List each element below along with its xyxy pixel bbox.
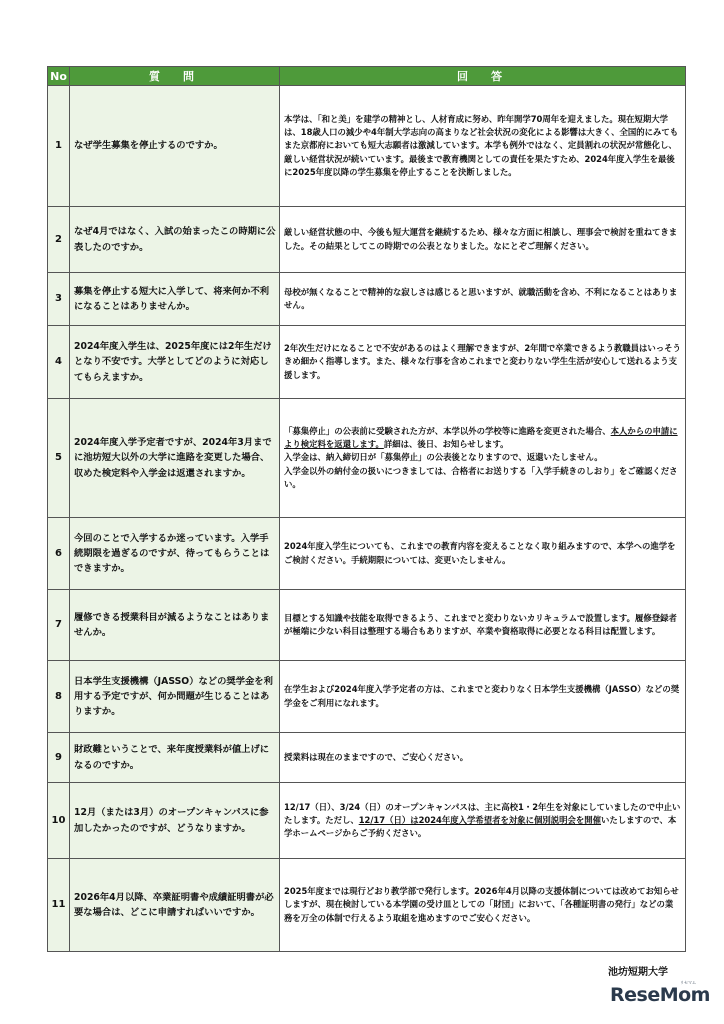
table-row <box>48 86 686 207</box>
answer-cell: 目標とする知識や技能を取得できるよう、これまでと変わりないカリキュラムで設置します。履修登録者が極端に少ない科目は整理する場合もありますが、卒業や資格取得に必要となる科目は配置します。 <box>280 590 686 661</box>
answer-underlined-text: 12/17（日）は2024年度入学希望者を対象に個別説明会を開催 <box>358 814 602 825</box>
row-number: 7 <box>48 590 70 661</box>
resemom-logo: ReseMom <box>610 984 710 1006</box>
row-number: 8 <box>48 661 70 733</box>
answer-cell: 2024年度入学生についても、これまでの教育内容を変えることなく取り組みますので、本学への進学をご検討ください。手続期限については、変更いたしません。 <box>280 518 686 590</box>
question-cell: なぜ学生募集を停止するのですか。 <box>70 86 280 207</box>
question-cell: 2024年度入学予定者ですが、2024年3月までに池坊短大以外の大学に進路を変更した場合、収めた検定料や入学金は返還されますか。 <box>70 399 280 518</box>
row-number: 3 <box>48 273 70 326</box>
table-row <box>48 326 686 399</box>
table-row <box>48 661 686 733</box>
answer-cell <box>280 399 686 518</box>
answer-cell: 2025年度までは現行どおり教学部で発行します。2026年4月以降の支援体制については改めてお知らせしますが、現在検討している本学園の受け皿としての「財団」において、「各種証明書の発行」などの業務を万全の体制で行えるよう取組を進めますのでご安心ください。 <box>280 859 686 952</box>
header-no: No <box>48 67 70 86</box>
question-cell: 財政難ということで、来年度授業料が値上げになるのですか。 <box>70 733 280 783</box>
answer-cell: 在学生および2024年度入学予定者の方は、これまでと変わりなく日本学生支援機構（JASSO）などの奨学金をご利用になれます。 <box>280 661 686 733</box>
table-row <box>48 733 686 783</box>
question-cell: なぜ4月ではなく、入試の始まったこの時期に公表したのですか。 <box>70 207 280 273</box>
row-number: 10 <box>48 783 70 859</box>
header-answer: 回 答 <box>280 67 686 86</box>
question-cell: 日本学生支援機構（JASSO）などの奨学金を利用する予定ですが、何か問題が生じることはありますか。 <box>70 661 280 733</box>
answer-text: 「募集停止」の公表前に受験された方が、本学以外の学校等に進路を変更された場合、 <box>284 426 611 437</box>
row-number: 2 <box>48 207 70 273</box>
answer-text: 12/17（日）、3/24（日）のオープンキャンパスは、主に高校1・2年生を対象にしていましたので中止いたします。ただし、 <box>284 801 681 825</box>
table-row <box>48 207 686 273</box>
table-row <box>48 783 686 859</box>
answer-cell: 厳しい経営状態の中、今後も短大運営を継続するため、様々な方面に相談し、理事会で検討を重ねてきました。その結果としてこの時期での公表となりました。なにとぞご理解ください。 <box>280 207 686 273</box>
row-number: 11 <box>48 859 70 952</box>
answer-cell: 母校が無くなることで精神的な寂しさは感じると思いますが、就職活動を含め、不利になることはありません。 <box>280 273 686 326</box>
table-row <box>48 518 686 590</box>
institution-name: 池坊短期大学 <box>608 967 668 978</box>
table-row <box>48 590 686 661</box>
row-number: 1 <box>48 86 70 207</box>
table-row <box>48 273 686 326</box>
answer-cell: 授業料は現在のままですので、ご安心ください。 <box>280 733 686 783</box>
answer-underlined-text: 本人からの申請により検定料を返還します。 <box>284 426 678 450</box>
question-cell: 募集を停止する短大に入学して、将来何か不利になることはありませんか。 <box>70 273 280 326</box>
row-number: 4 <box>48 326 70 399</box>
faq-table <box>47 66 686 952</box>
answer-text: いたしますので、本学ホームページからご予約ください。 <box>284 814 677 838</box>
answer-cell <box>280 783 686 859</box>
question-cell: 今回のことで入学するか迷っています。入学手続期限を過ぎるのですが、待ってもらうことはできますか。 <box>70 518 280 590</box>
row-number: 9 <box>48 733 70 783</box>
question-cell: 履修できる授業科目が減るようなことはありませんか。 <box>70 590 280 661</box>
watermark-subtext: リセマム <box>680 980 696 985</box>
table-row <box>48 859 686 952</box>
answer-paragraph <box>284 425 681 451</box>
answer-paragraph: 入学金は、納入締切日が「募集停止」の公表後となりますので、返還いたしません。 <box>284 452 603 463</box>
answer-paragraph: 入学金以外の納付金の扱いにつきましては、合格者にお送りする「入学手続きのしおり」をご確認ください。 <box>284 465 678 489</box>
answer-text: 詳細は、後日、お知らせします。 <box>383 439 509 450</box>
answer-cell: 本学は、「和と美」を建学の精神とし、人材育成に努め、昨年開学70周年を迎えました。現在短期大学は、18歳人口の減少や4年制大学志向の高まりなど社会状況の変化による影響は大きく、全国的にみてもまた京都府においても短大志願者は激減しています。本学も例外ではなく、定員割れの状況が常態化し、厳しい経営状況が続いています。最後まで教育機関としての責任を果たすため、2024年度入学生を最後に2025年度以降の学生募集を停止することを決断しました。 <box>280 86 686 207</box>
row-number: 6 <box>48 518 70 590</box>
header-question: 質 問 <box>70 67 280 86</box>
table-row <box>48 399 686 518</box>
question-cell: 2024年度入学生は、2025年度には2年生だけとなり不安です。大学としてどのように対応してもらえますか。 <box>70 326 280 399</box>
row-number: 5 <box>48 399 70 518</box>
question-cell: 12月（または3月）のオープンキャンパスに参加したかったのですが、どうなりますか。 <box>70 783 280 859</box>
answer-cell: 2年次生だけになることで不安があるのはよく理解できますが、2年間で卒業できるよう教職員はいっそうきめ細かく指導します。また、様々な行事を含めこれまでと変わりない学生生活が安心して送れるよう支援します。 <box>280 326 686 399</box>
header-row <box>48 67 686 86</box>
question-cell: 2026年4月以降、卒業証明書や成績証明書が必要な場合は、どこに申請すればいいですか。 <box>70 859 280 952</box>
